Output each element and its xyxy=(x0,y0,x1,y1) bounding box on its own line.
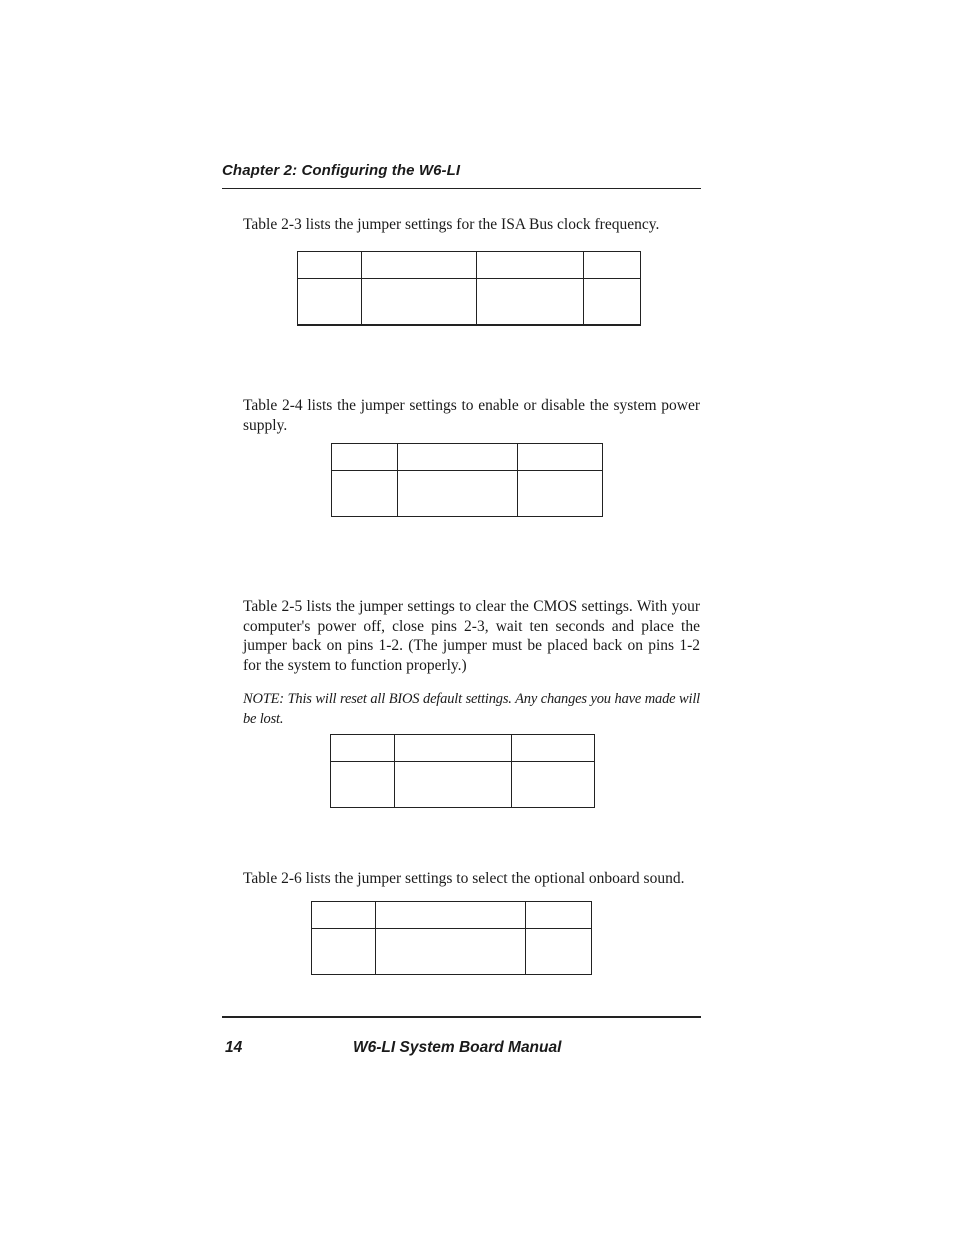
table-cell xyxy=(312,929,376,975)
table-row xyxy=(331,762,595,808)
page-number: 14 xyxy=(225,1039,243,1056)
table-row xyxy=(331,735,595,762)
table-row xyxy=(298,252,641,279)
table-cell xyxy=(518,471,603,517)
table-2-6 xyxy=(311,901,592,975)
table-cell xyxy=(331,762,395,808)
table-cell xyxy=(332,444,398,471)
table-cell xyxy=(398,444,518,471)
table-cell xyxy=(395,762,512,808)
table-cell xyxy=(362,279,477,326)
table-2-6-intro: Table 2-6 lists the jumper settings to select the optional onboard sound. xyxy=(243,870,685,887)
table-2-3 xyxy=(297,251,641,326)
table-2-4 xyxy=(331,443,603,517)
manual-title: W6-LI System Board Manual xyxy=(353,1039,562,1056)
cmos-note: NOTE: This will reset all BIOS default settings. Any changes you have made will be lost. xyxy=(243,691,700,727)
table-cell xyxy=(395,735,512,762)
table-cell xyxy=(298,279,362,326)
table-cell xyxy=(518,444,603,471)
table-cell xyxy=(584,279,641,326)
footer-rule xyxy=(222,1016,701,1018)
table-2-4-intro: Table 2-4 lists the jumper settings to enable or disable the system power supply. xyxy=(243,397,700,434)
table-cell xyxy=(526,929,592,975)
table-cell xyxy=(298,252,362,279)
table-row xyxy=(332,444,603,471)
table-2-5 xyxy=(330,734,595,808)
table-cell xyxy=(376,929,526,975)
table-cell xyxy=(331,735,395,762)
table-row xyxy=(312,902,592,929)
table-2-3-intro: Table 2-3 lists the jumper settings for the ISA Bus clock frequency. xyxy=(243,216,660,233)
table-cell xyxy=(477,252,584,279)
table-row xyxy=(312,929,592,975)
table-cell xyxy=(477,279,584,326)
table-2-5-intro: Table 2-5 lists the jumper settings to clear the CMOS settings. With your computer's power off, close pins 2-3, wait ten seconds and place the jumper back on pins 1-2. (The jumper must be placed back on pins 1-2 for the system to function properly.) xyxy=(243,598,700,675)
chapter-header: Chapter 2: Configuring the W6-LI xyxy=(222,162,461,179)
table-row xyxy=(332,471,603,517)
table-cell xyxy=(312,902,376,929)
table-cell xyxy=(512,735,595,762)
table-cell xyxy=(362,252,477,279)
table-row xyxy=(298,279,641,326)
table-cell xyxy=(526,902,592,929)
table-cell xyxy=(398,471,518,517)
header-rule xyxy=(222,188,701,189)
table-cell xyxy=(584,252,641,279)
table-cell xyxy=(332,471,398,517)
table-cell xyxy=(512,762,595,808)
table-cell xyxy=(376,902,526,929)
